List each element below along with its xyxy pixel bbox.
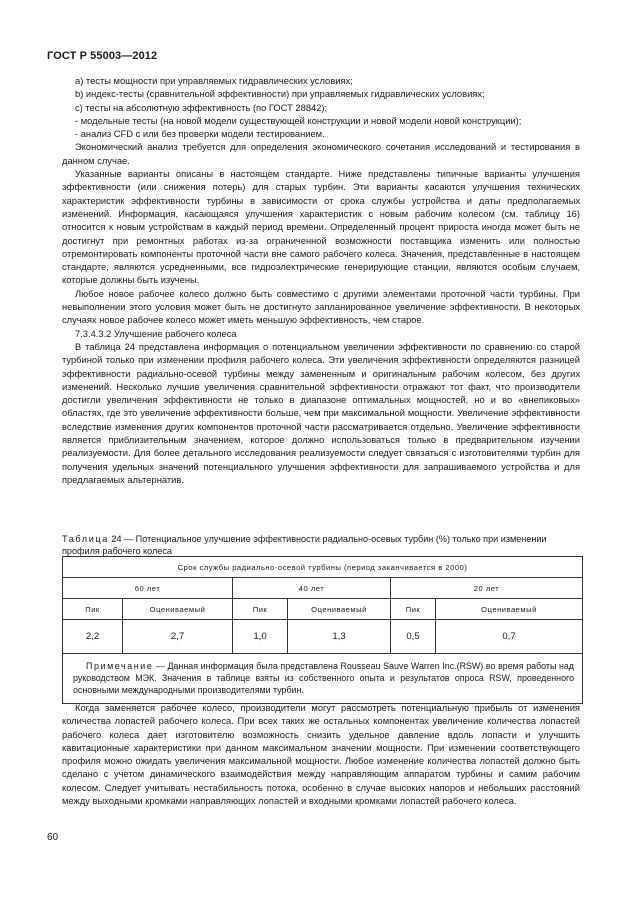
- col-peak-20: Пик: [391, 599, 436, 620]
- body-text-lower: [62, 702, 580, 808]
- value-est-40: 1,3: [288, 620, 391, 654]
- page-header: ГОСТ Р 55003—2012: [47, 50, 158, 62]
- paragraph-table24-intro: В таблица 24 представлена информация о потенциальном увеличении эффективности по сравнению со старой турбиной только при изменении профиля рабочего колеса. Эти увеличения эффективности определяются разницей эффективности радиально-осевой турбины между замененным и оригинальным рабочим колесом, без других изменений. Несколько лучшие увеличения сравнительной эффективности отражают тот факт, что производители достигли увеличения эффективности не только в диапазоне оптимальных мощностей, но и во «внепиковых» областях, где это увеличение эффективности больше, чем при максимальной мощности. Увеличение эффективности вследствие изменения других компонентов проточной части рассматривается отдельно. Увеличение эффективности является приблизительным значением, которое должно использоваться только в предварительном изучении реализуемости. Для более детального исследования реализуемости следует связаться с изготовителями турбин для получения удельных значений потенциального улучшения эффективности для запрашиваемого устройства и для предлагаемых альтернатив.: [62, 341, 580, 485]
- list-item-cfd: - анализ CFD с или без проверки модели тестированием.: [75, 129, 325, 140]
- table-top-header: Срок службы радиально-осевой турбины (период заканчивается в 2000): [63, 557, 583, 578]
- col-peak-40: Пик: [233, 599, 288, 620]
- period-40: 40 лет: [233, 578, 391, 599]
- note-label: Примечание: [86, 661, 154, 671]
- col-est-20: Оцениваемый: [436, 599, 583, 620]
- section-heading: 7.3.4.3.2 Улучшение рабочего колеса: [75, 328, 237, 339]
- value-peak-40: 1,0: [233, 620, 288, 654]
- period-20: 20 лет: [391, 578, 583, 599]
- note-text: — Данная информация была представлена Rousseau Sauve Warren Inc.(RSW) во время работы над руководством МЭК. Значения в таблице взяты из собственного опыта и результатов опроса RSW, проведенного основными международными производителями турбин.: [73, 661, 574, 696]
- table-row: [63, 620, 583, 654]
- table-caption-text: 24 — Потенциальное улучшение эффективности радиально-осевых турбин (%) только при изменении профиля рабочего колеса: [62, 534, 547, 557]
- table-caption: [62, 533, 582, 558]
- efficiency-table: [62, 556, 583, 704]
- list-item-model-tests: - модельные тесты (на новой модели существующей конструкции и новой модели новой конструкции);: [75, 115, 522, 126]
- table-caption-label: Таблица: [62, 534, 109, 544]
- col-est-40: Оцениваемый: [288, 599, 391, 620]
- col-peak-60: Пик: [63, 599, 123, 620]
- paragraph-variants: Указанные варианты описаны в настоящем стандарте. Ниже представлены типичные варианты улучшения эффективности (или снижения потерь) для старых турбин. Эти варианты касаются улучшения технических характеристик эффективности турбины в зависимости от срока службы устройства и даты предполагаемых изменений. Информация, касающаяся улучшения характеристик с новым рабочим колесом (см. таблицу 16) относится к новым устройствам в каждый период времени. Определенный процент прироста иногда может быть не достигнут при ремонтных работах из-за ограниченной возможности поставщика изменить или полностью отремонтировать компоненты проточной части вне самого рабочего колеса. Значения, представленные в настоящем стандарте, являются усредненными, все гидроэлектрические генерирующие станции, являются особым случаем, которые должны быть изучены.: [62, 169, 580, 286]
- paragraph-compatibility: Любое новое рабочее колесо должно быть совместимо с другими элементами проточной части турбины. При невыполнении этого условия может быть не достигнуто запланированное увеличение эффективности. В некоторых случаях новое рабочее колесо может иметь меньшую эффективность, чем старое.: [62, 288, 580, 326]
- table-note: [63, 654, 583, 704]
- list-item-c: с) тесты на абсолютную эффективность (по ГОСТ 28842);: [75, 102, 328, 113]
- paragraph-blade-count: Когда заменяется рабочее колесо, производители могут рассмотреть потенциальную прибыль от изменения количества лопастей рабочего колеса. При всех таких же остальных компонентах увеличение количества лопастей рабочего колеса дает изготовителю возможность снизить удельное давление вдоль лопасти и улучшить кавитационные характеристики при данном максимальном значении мощности. При изменении соответствующего профиля можно ожидать увеличения максимальной мощности. Любое изменение количества лопастей должно быть сделано с учетом динамического взаимодействия между направляющим аппаратом турбины и самим рабочим колесом. Следует учитывать нестабильность потока, особенно в случае высоких напоров и небольших расстояний между выходными кромками направляющих лопастей и входными кромками лопастей рабочего колеса.: [62, 703, 580, 807]
- paragraph-economic-analysis: Экономический анализ требуется для определения экономического сочетания исследований и тестирования в данном случае.: [62, 142, 580, 166]
- page-number: 60: [47, 832, 59, 843]
- body-text-upper: [62, 75, 580, 487]
- value-est-20: 0,7: [436, 620, 583, 654]
- list-item-a: а) тесты мощности при управляемых гидравлических условиях;: [75, 76, 353, 86]
- col-est-60: Оцениваемый: [123, 599, 233, 620]
- value-peak-20: 0,5: [391, 620, 436, 654]
- period-60: 60 лет: [63, 578, 233, 599]
- value-est-60: 2,7: [123, 620, 233, 654]
- list-item-b: b) индекс-тесты (сравнительной эффективности) при управляемых гидравлических условиях;: [75, 89, 485, 100]
- value-peak-60: 2,2: [63, 620, 123, 654]
